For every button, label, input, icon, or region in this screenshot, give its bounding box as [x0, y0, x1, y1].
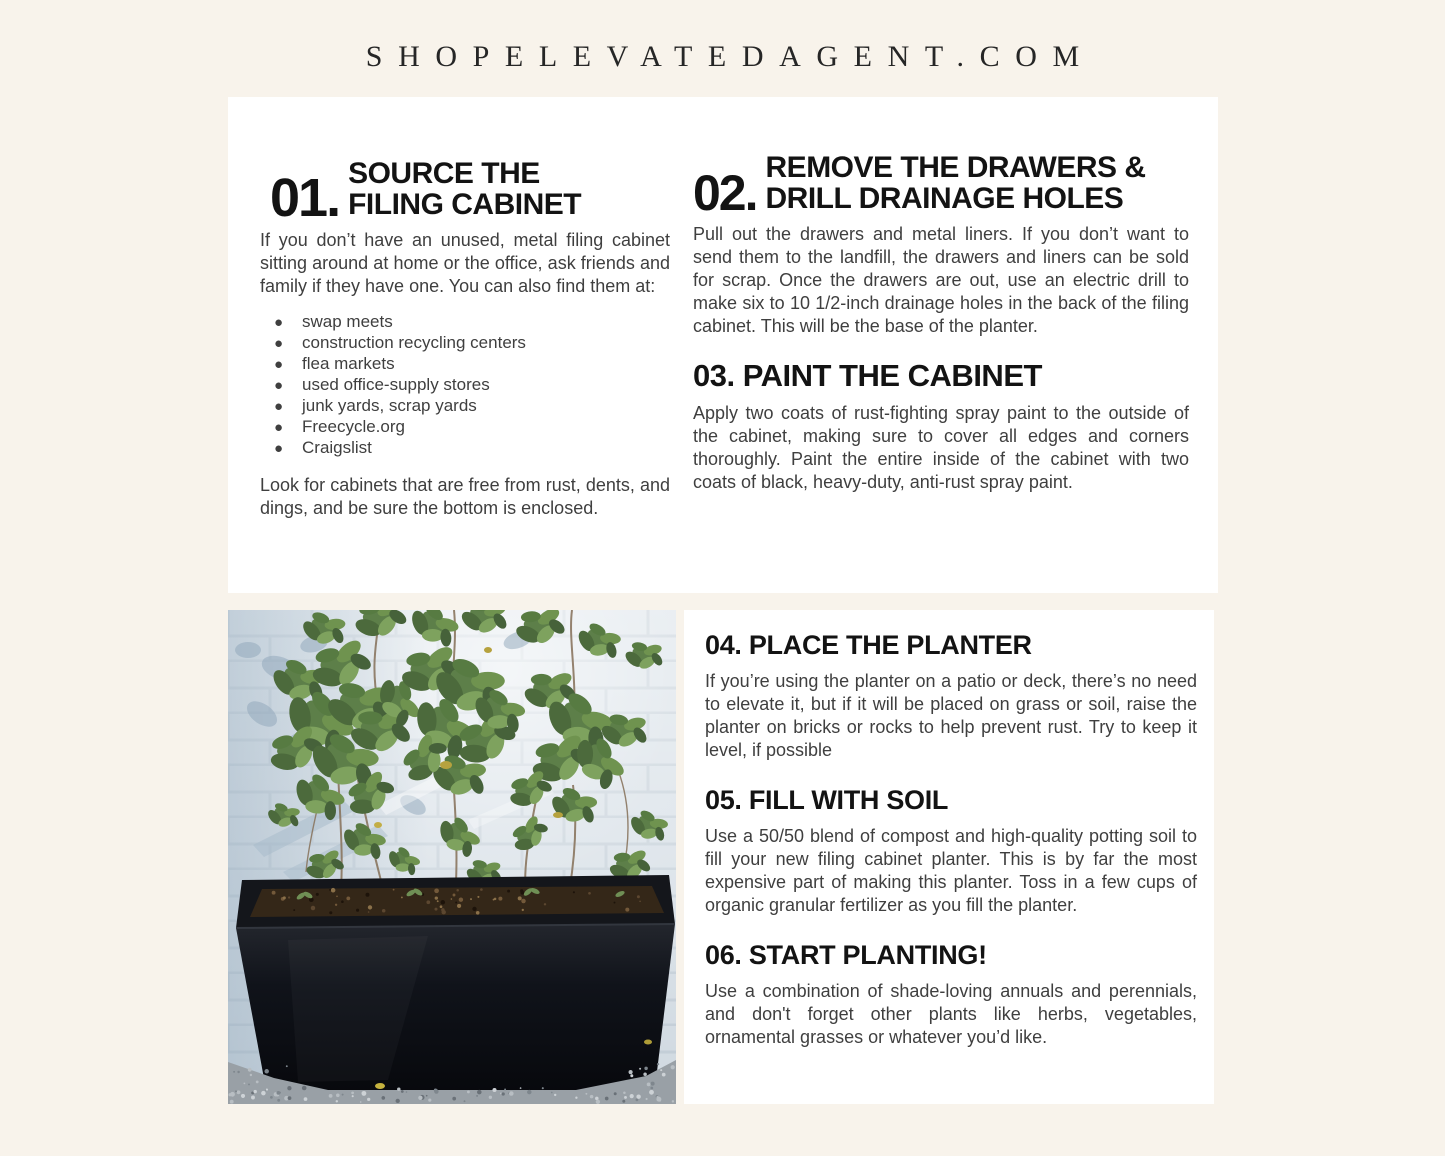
list-item: [274, 312, 670, 333]
planter: [236, 875, 675, 1100]
site-header-text: SHOPELEVATEDAGENT.COM: [365, 40, 1095, 73]
list-item-label: construction recycling centers: [302, 333, 526, 353]
step-01-body2: Look for cabinets that are free from rust, dents, and dings, and be sure the bottom is enclosed.: [260, 475, 670, 519]
step-02-title: [766, 153, 1146, 214]
step-06-heading: [705, 942, 1197, 969]
step-01-title: [348, 159, 581, 220]
column-steps-04-06: [705, 632, 1197, 1049]
step-02-body: Pull out the drawers and metal liners. If you don’t want to send them to the landfill, the drawers and liners can be sold for scrap. Once the drawers are out, use an electric drill to make six to 10 1/2-inch drainage holes in the back of the filing cabinet. This will be the base of the planter.: [693, 224, 1189, 337]
step-01-heading: [260, 157, 670, 228]
step-03-title: PAINT THE CABINET: [742, 358, 1042, 394]
list-item: [274, 333, 670, 354]
step-03-heading: [693, 358, 1189, 394]
bullet-icon: ●: [274, 377, 284, 395]
step-03-body: Apply two coats of rust-fighting spray paint to the outside of the cabinet, making sure to cover all edges and corners thoroughly. Paint the entire inside of the cabinet with two coats of black, heavy-duty, anti-rust spray paint.: [693, 403, 1189, 493]
list-item-label: swap meets: [302, 312, 393, 332]
list-item-label: used office-supply stores: [302, 375, 490, 395]
step-01-body: If you don’t have an unused, metal filing cabinet sitting around at home or the office, ask friends and family if they have one. You can also find them at:: [260, 230, 670, 297]
step-02-title-line1: REMOVE THE DRAWERS &: [765, 151, 1146, 184]
step-01-title-line2: FILING CABINET: [348, 187, 582, 221]
bullet-icon: ●: [274, 356, 284, 374]
column-steps-02-03: [693, 153, 1189, 494]
list-item: [274, 396, 670, 417]
step-06-title: START PLANTING!: [748, 940, 987, 970]
list-item: [274, 354, 670, 375]
list-item: [274, 438, 670, 459]
bullet-icon: ●: [274, 398, 284, 416]
step-05-heading: [705, 787, 1197, 814]
step-05-title: FILL WITH SOIL: [748, 785, 949, 815]
bullet-icon: ●: [274, 314, 284, 332]
list-item-label: junk yards, scrap yards: [302, 396, 477, 416]
list-item-label: flea markets: [302, 354, 395, 374]
bullet-icon: ●: [274, 419, 284, 437]
step-06-body: Use a combination of shade-loving annuals and perennials, and don't forget other plants like herbs, vegetables, ornamental grasses or whatever you’d like.: [705, 981, 1197, 1047]
list-item: [274, 417, 670, 438]
planter-photo: [228, 610, 676, 1104]
step-04-body: If you’re using the planter on a patio or deck, there’s no need to elevate it, but if it will be placed on grass or soil, raise the planter on bricks or rocks to help prevent rust. Try to keep it level, if possible: [705, 671, 1197, 760]
step-01-title-line1: SOURCE THE: [348, 157, 540, 190]
step-02-number: 02.: [693, 165, 757, 222]
step-05-body: Use a 50/50 blend of compost and high-quality potting soil to fill your new filing cabinet planter. This is by far the most expensive part of making this planter. Toss in a few cups of organic granular fertilizer as you fill the planter.: [705, 826, 1197, 915]
step-02-title-line2: DRILL DRAINAGE HOLES: [765, 181, 1124, 215]
step-01-number: 01.: [270, 167, 340, 228]
step-01-bullet-list: [260, 312, 670, 459]
planter-photo-scene: [228, 610, 676, 1104]
bullet-icon: ●: [274, 440, 284, 458]
top-panel: [228, 97, 1218, 593]
step-03-number: 03.: [693, 358, 735, 394]
list-item: [274, 375, 670, 396]
step-04-heading: [705, 632, 1197, 659]
step-04-number: 04.: [705, 630, 742, 660]
bullet-icon: ●: [274, 335, 284, 353]
column-step-01: [260, 159, 670, 520]
step-05-number: 05.: [705, 785, 742, 815]
list-item-label: Freecycle.org: [302, 417, 405, 437]
bottom-panel: [684, 610, 1214, 1104]
list-item-label: Craigslist: [302, 438, 372, 458]
step-04-title: PLACE THE PLANTER: [748, 630, 1032, 660]
step-06-number: 06.: [705, 940, 742, 970]
step-02-heading: [693, 151, 1189, 222]
